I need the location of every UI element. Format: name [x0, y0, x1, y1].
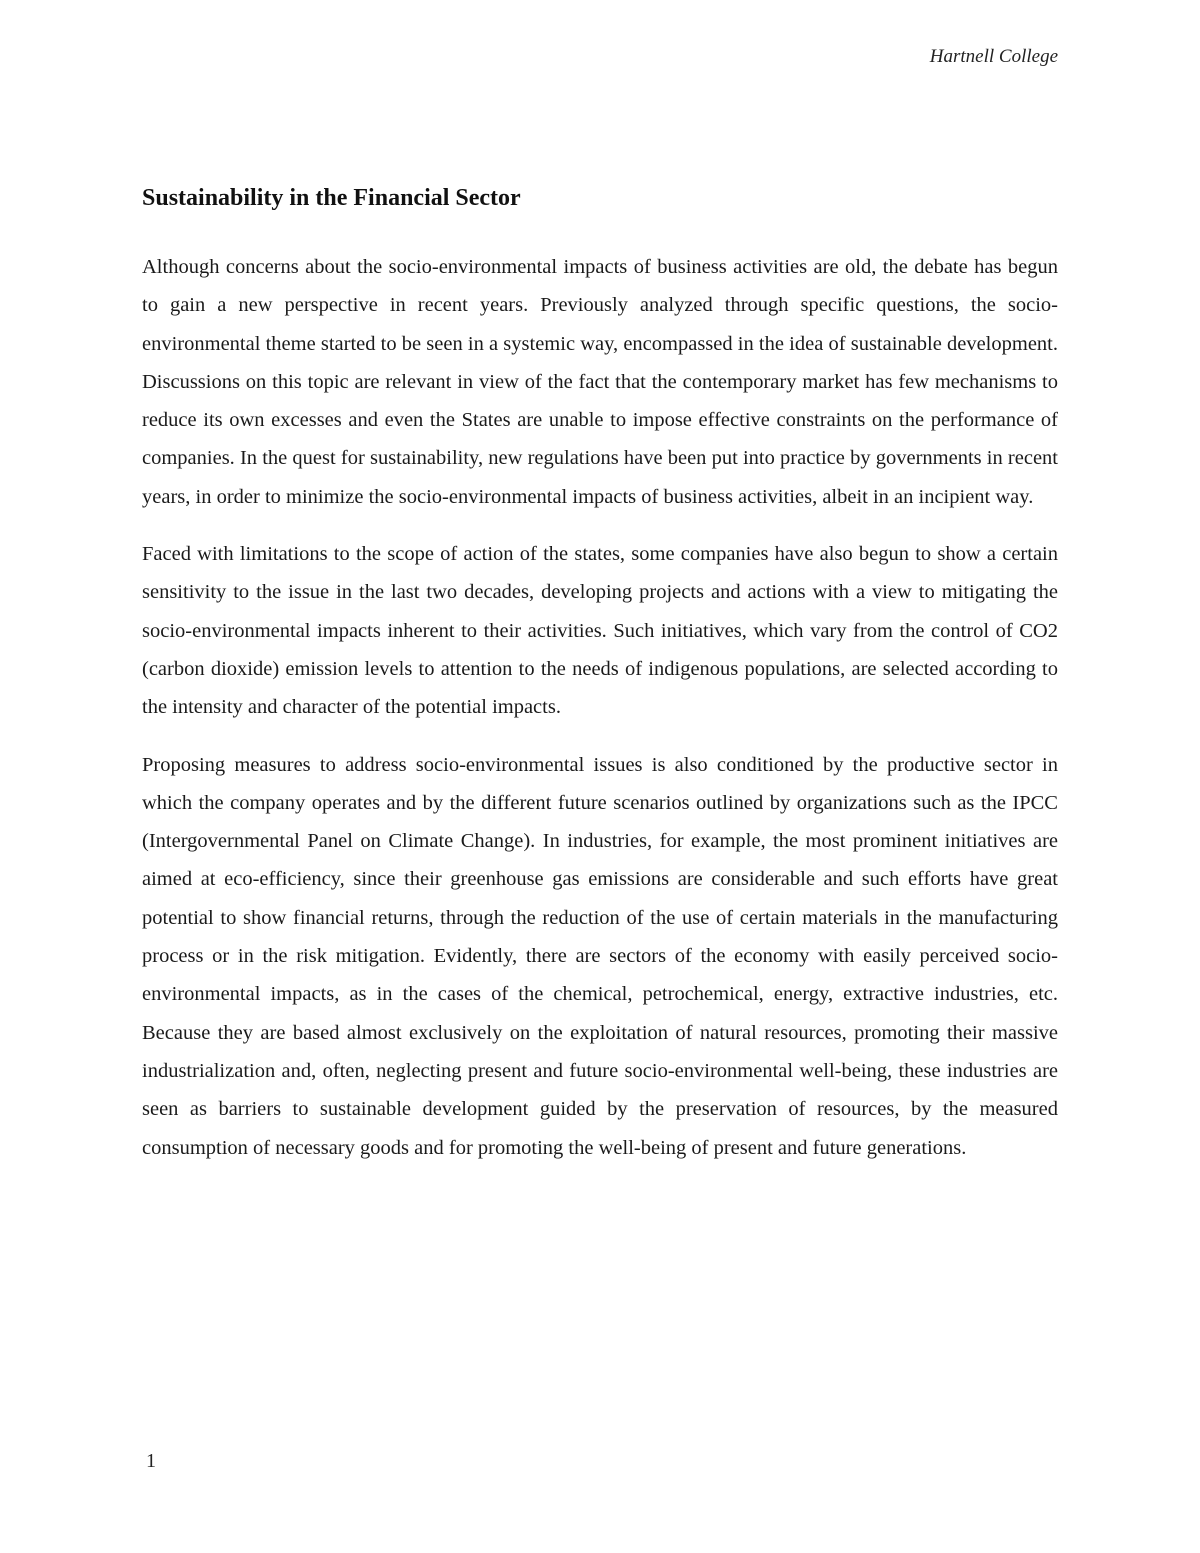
running-header: Hartnell College: [929, 46, 1058, 67]
paragraph-3: Proposing measures to address socio-environmental issues is also conditioned by the productive sector in which the company operates and by the different future scenarios outlined by organizations such as the IPCC (Intergovernmental Panel on Climate Change). In industries, for example, the most prominent initiatives are aimed at eco-efficiency, since their greenhouse gas emissions are considerable and such efforts have great potential to show financial returns, through the reduction of the use of certain materials in the manufacturing process or in the risk mitigation. Evidently, there are sectors of the economy with easily perceived socio-environmental impacts, as in the cases of the chemical, petrochemical, energy, extractive industries, etc. Because they are based almost exclusively on the exploitation of natural resources, promoting their massive industrialization and, often, neglecting present and future socio-environmental well-being, these industries are seen as barriers to sustainable development guided by the preservation of resources, by the measured consumption of necessary goods and for promoting the well-being of present and future generations.: [142, 753, 1058, 1159]
document-title: Sustainability in the Financial Sector: [142, 185, 521, 211]
document-body: [142, 182, 1058, 1186]
page-number: 1: [146, 1450, 156, 1472]
paragraph-2: Faced with limitations to the scope of action of the states, some companies have also begun to show a certain sensitivity to the issue in the last two decades, developing projects and actions with a view to mitigating the socio-environmental impacts inherent to their activities. Such initiatives, which vary from the control of CO2 (carbon dioxide) emission levels to attention to the needs of indigenous populations, are selected according to the intensity and character of the potential impacts.: [142, 543, 1058, 719]
paragraph-1: Although concerns about the socio-environmental impacts of business activities are old, the debate has begun to gain a new perspective in recent years. Previously analyzed through specific questions, the socio-environmental theme started to be seen in a systemic way, encompassed in the idea of sustainable development. Discussions on this topic are relevant in view of the fact that the contemporary market has few mechanisms to reduce its own excesses and even the States are unable to impose effective constraints on the performance of companies. In the quest for sustainability, new regulations have been put into practice by governments in recent years, in order to minimize the socio-environmental impacts of business activities, albeit in an incipient way.: [142, 256, 1058, 508]
